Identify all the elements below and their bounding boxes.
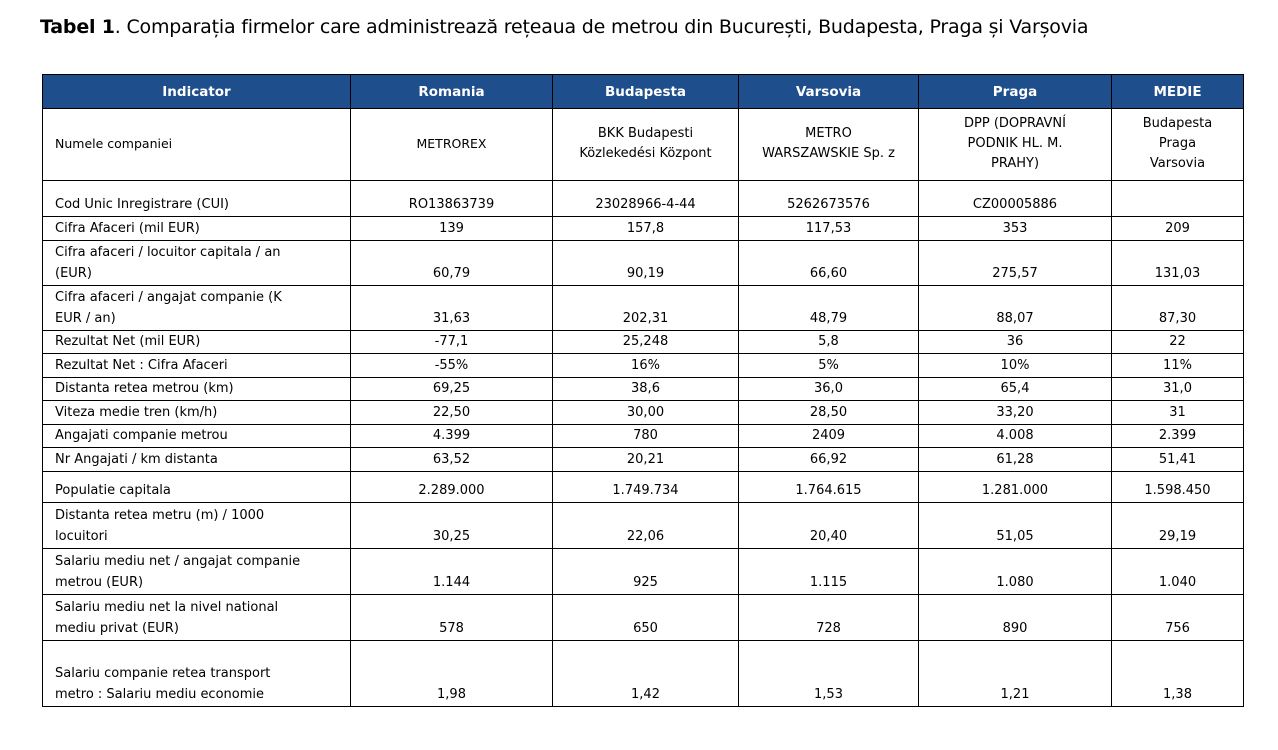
cell-line: WARSZAWSKIE Sp. z	[762, 146, 895, 161]
row-label	[43, 595, 351, 641]
row-label-line: mediu privat (EUR)	[55, 621, 179, 636]
cell-medie: 1.598.450	[1112, 472, 1244, 503]
cell-varsovia: 66,92	[739, 448, 919, 472]
cell-praga: 33,20	[919, 401, 1112, 425]
row-label	[43, 549, 351, 595]
row-label	[43, 425, 351, 448]
cell-praga: 890	[919, 595, 1112, 641]
row-label	[43, 217, 351, 241]
cell-medie: 29,19	[1112, 503, 1244, 549]
row-label	[43, 401, 351, 425]
cell-praga: 51,05	[919, 503, 1112, 549]
cell-budapesta: 25,248	[553, 331, 739, 354]
cell-romania: 63,52	[351, 448, 553, 472]
cell-romania: 69,25	[351, 378, 553, 401]
table-row	[43, 378, 1244, 401]
row-label	[43, 448, 351, 472]
cell-budapesta: 20,21	[553, 448, 739, 472]
table-row	[43, 425, 1244, 448]
cell-praga: 4.008	[919, 425, 1112, 448]
cell-praga: 61,28	[919, 448, 1112, 472]
row-label	[43, 503, 351, 549]
cell-medie: 51,41	[1112, 448, 1244, 472]
cell-line: PRAHY)	[990, 156, 1040, 171]
cell-budapesta: 157,8	[553, 217, 739, 241]
row-label-line: EUR / an)	[55, 311, 116, 326]
cell-praga	[919, 109, 1112, 181]
table-row	[43, 241, 1244, 286]
row-label-line: Rezultat Net : Cifra Afaceri	[55, 358, 228, 373]
header-romania: Romania	[351, 75, 553, 109]
cell-praga: 353	[919, 217, 1112, 241]
cell-praga: 275,57	[919, 241, 1112, 286]
cell-medie: 11%	[1112, 354, 1244, 378]
cell-romania: 1,98	[351, 641, 553, 707]
cell-romania: 1.144	[351, 549, 553, 595]
row-label-line: Distanta retea metrou (km)	[55, 381, 234, 396]
cell-line: Budapesta	[1142, 116, 1213, 131]
comparison-table	[42, 74, 1244, 707]
row-label	[43, 181, 351, 217]
table-row	[43, 472, 1244, 503]
cell-romania: 60,79	[351, 241, 553, 286]
cell-romania: -77,1	[351, 331, 553, 354]
row-label	[43, 378, 351, 401]
cell-romania: METROREX	[351, 109, 553, 181]
cell-budapesta: 1,42	[553, 641, 739, 707]
cell-varsovia: 1,53	[739, 641, 919, 707]
table-row	[43, 549, 1244, 595]
header-indicator: Indicator	[43, 75, 351, 109]
cell-line: Praga	[1158, 136, 1197, 151]
cell-medie: 209	[1112, 217, 1244, 241]
cell-varsovia: 20,40	[739, 503, 919, 549]
header-row	[43, 75, 1244, 109]
table-row	[43, 595, 1244, 641]
row-label-line: Salariu mediu net la nivel national	[55, 600, 279, 615]
cell-romania: -55%	[351, 354, 553, 378]
row-label	[43, 331, 351, 354]
row-label	[43, 641, 351, 707]
cell-line: Közlekedési Központ	[579, 146, 712, 161]
cell-praga: 88,07	[919, 286, 1112, 331]
cell-budapesta: 90,19	[553, 241, 739, 286]
cell-medie: 131,03	[1112, 241, 1244, 286]
table-row	[43, 448, 1244, 472]
cell-praga: 10%	[919, 354, 1112, 378]
table-caption: . Comparația firmelor care administrează rețeaua de metrou din București, Budapesta, Praga și Varșovia	[114, 16, 1089, 38]
cell-line: DPP (DOPRAVNÍ	[964, 116, 1066, 131]
cell-varsovia: 48,79	[739, 286, 919, 331]
row-label-line: Populatie capitala	[55, 483, 171, 498]
cell-line: PODNIK HL. M.	[967, 136, 1063, 151]
header-budapesta: Budapesta	[553, 75, 739, 109]
cell-praga: 36	[919, 331, 1112, 354]
cell-medie: 31,0	[1112, 378, 1244, 401]
table-row	[43, 503, 1244, 549]
cell-budapesta: 38,6	[553, 378, 739, 401]
cell-medie: 1,38	[1112, 641, 1244, 707]
row-label-line: Rezultat Net (mil EUR)	[55, 334, 201, 349]
cell-line: Varsovia	[1149, 156, 1206, 171]
row-label-line: Cifra afaceri / locuitor capitala / an	[55, 245, 281, 260]
row-label-line: Viteza medie tren (km/h)	[55, 405, 218, 420]
cell-medie	[1112, 181, 1244, 217]
cell-budapesta: 780	[553, 425, 739, 448]
cell-medie: 1.040	[1112, 549, 1244, 595]
table-row-company-name	[43, 109, 1244, 181]
cell-budapesta: 925	[553, 549, 739, 595]
cell-budapesta: 202,31	[553, 286, 739, 331]
cell-budapesta: 1.749.734	[553, 472, 739, 503]
cell-budapesta: 16%	[553, 354, 739, 378]
header-varsovia: Varsovia	[739, 75, 919, 109]
row-label-line: Salariu companie retea transport	[55, 666, 271, 681]
cell-budapesta: 23028966-4-44	[553, 181, 739, 217]
cell-medie	[1112, 109, 1244, 181]
cell-varsovia: 5262673576	[739, 181, 919, 217]
cell-praga: CZ00005886	[919, 181, 1112, 217]
row-label-line: Distanta retea metru (m) / 1000	[55, 508, 265, 523]
row-label-line: Angajati companie metrou	[55, 428, 228, 443]
table-row	[43, 217, 1244, 241]
row-label-line: metro : Salariu mediu economie	[55, 687, 265, 702]
cell-varsovia: 2409	[739, 425, 919, 448]
row-label-line: (EUR)	[55, 266, 92, 281]
row-label	[43, 354, 351, 378]
cell-varsovia: 117,53	[739, 217, 919, 241]
cell-medie: 87,30	[1112, 286, 1244, 331]
row-label-line: Cod Unic Inregistrare (CUI)	[55, 197, 229, 212]
table-row	[43, 401, 1244, 425]
cell-romania: 4.399	[351, 425, 553, 448]
table-title	[40, 16, 1088, 38]
cell-medie: 756	[1112, 595, 1244, 641]
cell-medie: 31	[1112, 401, 1244, 425]
cell-praga: 1,21	[919, 641, 1112, 707]
cell-budapesta: 22,06	[553, 503, 739, 549]
cell-romania: RO13863739	[351, 181, 553, 217]
row-label-line: locuitori	[55, 529, 108, 544]
cell-romania: 578	[351, 595, 553, 641]
cell-varsovia: 36,0	[739, 378, 919, 401]
cell-varsovia: 1.115	[739, 549, 919, 595]
cell-varsovia: 5%	[739, 354, 919, 378]
cell-praga: 1.080	[919, 549, 1112, 595]
cell-budapesta	[553, 109, 739, 181]
cell-varsovia: 5,8	[739, 331, 919, 354]
cell-praga: 1.281.000	[919, 472, 1112, 503]
header-medie: MEDIE	[1112, 75, 1244, 109]
cell-romania: 22,50	[351, 401, 553, 425]
cell-romania: 139	[351, 217, 553, 241]
cell-romania: 31,63	[351, 286, 553, 331]
row-label: Numele companiei	[43, 109, 351, 181]
row-label-line: Nr Angajati / km distanta	[55, 452, 218, 467]
cell-varsovia: 66,60	[739, 241, 919, 286]
row-label-line: Cifra afaceri / angajat companie (K	[55, 290, 282, 305]
table-row	[43, 354, 1244, 378]
cell-line: BKK Budapesti	[597, 126, 694, 141]
row-label-line: Cifra Afaceri (mil EUR)	[55, 221, 200, 236]
cell-budapesta: 30,00	[553, 401, 739, 425]
cell-medie: 22	[1112, 331, 1244, 354]
cell-budapesta: 650	[553, 595, 739, 641]
row-label	[43, 472, 351, 503]
cell-romania: 2.289.000	[351, 472, 553, 503]
cell-praga: 65,4	[919, 378, 1112, 401]
row-label	[43, 241, 351, 286]
row-label	[43, 286, 351, 331]
cell-line: METRO	[805, 126, 852, 141]
row-label-line: metrou (EUR)	[55, 575, 144, 590]
cell-varsovia: 728	[739, 595, 919, 641]
cell-romania: 30,25	[351, 503, 553, 549]
cell-varsovia: 1.764.615	[739, 472, 919, 503]
cell-varsovia: 28,50	[739, 401, 919, 425]
cell-varsovia	[739, 109, 919, 181]
cell-medie: 2.399	[1112, 425, 1244, 448]
header-praga: Praga	[919, 75, 1112, 109]
table-row	[43, 181, 1244, 217]
table-number: Tabel 1	[40, 16, 115, 38]
table-row	[43, 641, 1244, 707]
row-label-line: Salariu mediu net / angajat companie	[55, 554, 301, 569]
table-row	[43, 286, 1244, 331]
table-row	[43, 331, 1244, 354]
